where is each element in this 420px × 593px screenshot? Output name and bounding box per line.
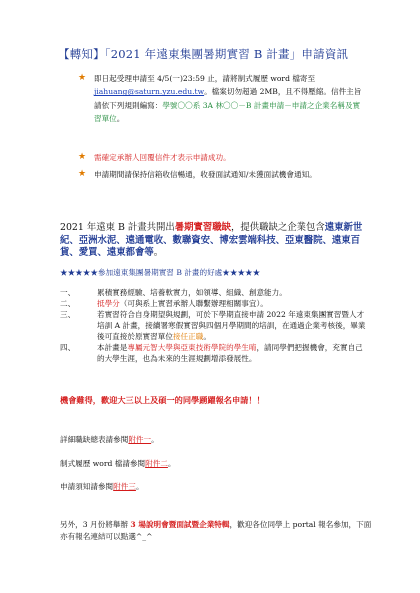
attachment-3-link[interactable]: 附件三	[113, 482, 136, 491]
list-item: 二、 抵學分（可與系上實習承辦人聯繫辦理相關事宜）。	[60, 299, 268, 308]
notice-text: 。	[116, 113, 125, 123]
closing-paragraph: 另外，3 月份將舉辦 3 場說明會暨面試暨企業特輯，歡迎各位同學上 portal 報名參加，下面亦有報名連結可以點選^_^	[60, 520, 372, 541]
email-link[interactable]: jiahuang@saturn.yzu.edu.tw	[94, 87, 205, 97]
list-item: 一、 累積實務經驗、培養軟實力，如領導、組織、創意能力。	[60, 288, 287, 297]
star-icon: ★	[78, 73, 87, 83]
reference-line: 申請須知請參閱附件三。	[60, 482, 144, 491]
benefit-highlight: 接任正職	[172, 332, 204, 341]
intro-highlight: 暑期實習職缺	[174, 222, 231, 233]
star-icon: ★	[78, 152, 87, 162]
notice-text: 需確定承辦人回覆信件才表示申請成功。	[94, 153, 231, 162]
page-title: 【轉知】「2021 年遠東集團暑期實習 B 計畫」申請資訊	[58, 47, 349, 61]
benefits-list	[60, 287, 370, 364]
closing-highlight: 3 場說明會暨面試暨企業特輯	[130, 520, 230, 529]
attachment-1-link[interactable]: 附件一	[128, 435, 152, 444]
notice-item-submission	[78, 72, 364, 125]
list-item: 四、 本計畫是專屬元智大學與亞東技術學院的學生唷，請同學們把握機會，充實自己的大學生涯，也為未來的生涯規劃增添發展性。	[60, 343, 363, 363]
notice-item-mailbox	[78, 168, 364, 181]
call-to-action: 機會難得，歡迎大三以上及碩一的同學踴躍報名申請！！	[60, 395, 265, 405]
list-item: 三、 若實習符合自身期望與規劃，可於下學期直接申請 2022 年遠東集團實習暨人才培訓 A 計畫，接續署寒假實習與四個月學期間的培訓，在通過企業考核後，畢業後可直接於原實習單位接任正職。	[60, 310, 366, 341]
notice-text: 。檔案切勿超過 2MB，且不得壓縮。信件主旨請依下列規則編寫：	[94, 87, 362, 110]
star-icon: ★	[78, 169, 87, 179]
benefit-highlight: 專屬元智大學與亞東技術學院的學生唷	[127, 343, 257, 352]
reference-line: 制式履歷 word 檔請參閱附件二。	[60, 459, 176, 468]
benefit-highlight: 抵學分	[97, 299, 120, 308]
subject-rule: 學號〇〇系 3A 林〇〇－B 計畫申請－申請之企業名稱及實習單位	[94, 100, 361, 123]
reference-line: 詳細職缺總表請參閱附件一。	[60, 435, 159, 444]
notice-text: 申請期間請保持信箱收信暢通，收發面試通知/未獲面試機會通知。	[94, 170, 317, 179]
attachment-2-link[interactable]: 附件二	[145, 459, 168, 468]
intro-paragraph: 2021 年遠東 B 計畫共開出暑期實習職缺，提供職缺之企業包含遠東新世紀、亞洲水泥、遠通電收、數聯資安、博宏雲端科技、亞東醫院、遠東百貨、愛買、遠東都會等。	[60, 222, 363, 258]
company-list: 遠東新世紀、亞洲水泥、遠通電收、數聯資安、博宏雲端科技、亞東醫院、遠東百貨、愛買、遠東都會等	[60, 222, 363, 258]
benefits-heading: ★★★★★參加遠東集團暑期實習 B 計畫的好處★★★★★	[60, 268, 261, 277]
notice-item-confirm	[78, 151, 364, 164]
notice-text: 即日起受理申請至 4/5(一)23:59 止，請將制式履歷 word 檔寄至	[94, 74, 316, 83]
